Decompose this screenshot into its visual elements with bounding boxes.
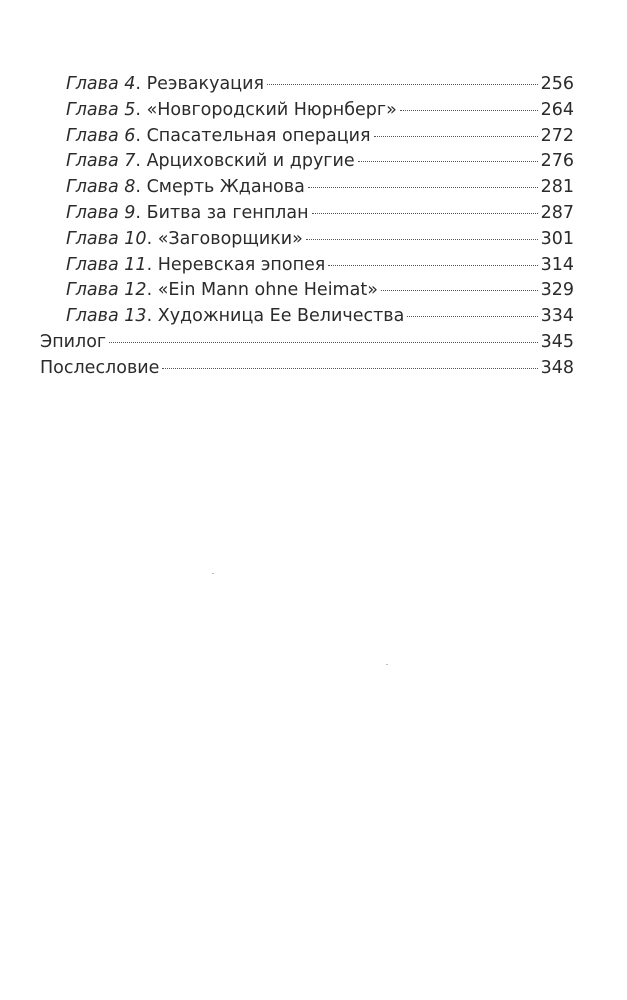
chapter-number: 9 [124,202,136,223]
page-number: 329 [540,280,574,301]
chapter-separator: . [146,228,153,249]
chapter-separator: . [146,254,153,275]
chapter-label: Глава [66,202,119,223]
chapter-number: 13 [124,306,147,327]
chapter-number: 11 [124,254,147,275]
chapter-label: Глава [66,306,119,327]
chapter-label: Глава [66,177,119,198]
toc-entry-chapter-7[interactable] [40,149,574,175]
toc-entry-chapter-10[interactable] [40,227,574,253]
toc-entry-title [66,98,397,124]
section-title: Послесловие [40,357,160,378]
chapter-separator: . [146,306,153,327]
chapter-separator: . [135,125,141,146]
page-number: 264 [540,99,574,120]
page-number: 301 [540,228,574,249]
chapter-title: «Новгородский Нюрнберг» [141,99,397,120]
toc-entry-epilogue[interactable] [40,330,574,356]
dot-leader [267,84,538,85]
toc-entry-title [66,175,305,201]
toc-entry-title [66,253,325,279]
toc-entry-chapter-8[interactable] [40,175,574,201]
page-number: 345 [540,331,574,352]
paper-speck [386,664,388,665]
page-number: 348 [540,357,574,378]
page-number: 287 [540,202,574,223]
chapter-number: 7 [124,151,136,172]
chapter-separator: . [146,280,153,301]
chapter-separator: . [135,151,141,172]
toc-entry-title [66,278,378,304]
paper-speck [212,573,214,574]
chapter-label: Глава [66,280,119,301]
chapter-number: 10 [124,228,147,249]
chapter-number: 6 [124,125,136,146]
chapter-title: Арциховский и другие [141,151,355,172]
toc-entry-chapter-12[interactable] [40,278,574,304]
chapter-separator: . [135,177,141,198]
chapter-separator: . [135,74,141,94]
toc-entry-chapter-6[interactable] [40,124,574,150]
chapter-title: «Заговорщики» [152,228,303,249]
dot-leader [312,213,538,214]
page-number: 334 [540,306,574,327]
dot-leader [308,187,538,188]
toc-entry-chapter-9[interactable] [40,201,574,227]
chapter-separator: . [135,202,141,223]
chapter-title: Неревская эпопея [152,254,326,275]
dot-leader [328,265,537,266]
chapter-number: 8 [124,177,136,198]
dot-leader [407,316,537,317]
dot-leader [162,368,537,369]
toc-entry-chapter-11[interactable] [40,253,574,279]
dot-leader [381,290,538,291]
page-number: 272 [540,125,574,146]
table-of-contents [40,72,574,382]
toc-entry-title [66,304,404,330]
chapter-title: Спасательная операция [141,125,371,146]
chapter-label: Глава [66,125,119,146]
chapter-label: Глава [66,254,119,275]
chapter-label: Глава [66,151,119,172]
chapter-label: Глава [66,228,119,249]
chapter-title: «Ein Mann ohne Heimat» [152,280,378,301]
page-number: 276 [540,151,574,172]
page-number: 281 [540,177,574,198]
chapter-separator: . [135,99,141,120]
page-number: 314 [540,254,574,275]
chapter-label: Глава [66,99,119,120]
dot-leader [109,342,537,343]
toc-entry-title [66,124,371,150]
dot-leader [306,239,538,240]
toc-entry-title [66,201,309,227]
page-number: 256 [540,74,574,94]
toc-entry-title [66,72,264,98]
chapter-number: 4 [124,74,136,94]
chapter-title: Художница Ее Величества [152,306,405,327]
chapter-title: Реэвакуация [141,74,264,94]
toc-entry-title [66,149,355,175]
chapter-label: Глава [66,74,119,94]
chapter-number: 5 [124,99,136,120]
chapter-number: 12 [124,280,147,301]
toc-entry-afterword[interactable] [40,356,574,382]
chapter-title: Битва за генплан [141,202,309,223]
toc-entry-chapter-13[interactable] [40,304,574,330]
dot-leader [358,161,538,162]
dot-leader [374,136,538,137]
toc-entry-title [66,227,303,253]
chapter-title: Смерть Жданова [141,177,305,198]
dot-leader [400,110,538,111]
toc-entry-chapter-5[interactable] [40,98,574,124]
section-title: Эпилог [40,331,107,352]
toc-entry-chapter-4[interactable] [40,72,574,98]
